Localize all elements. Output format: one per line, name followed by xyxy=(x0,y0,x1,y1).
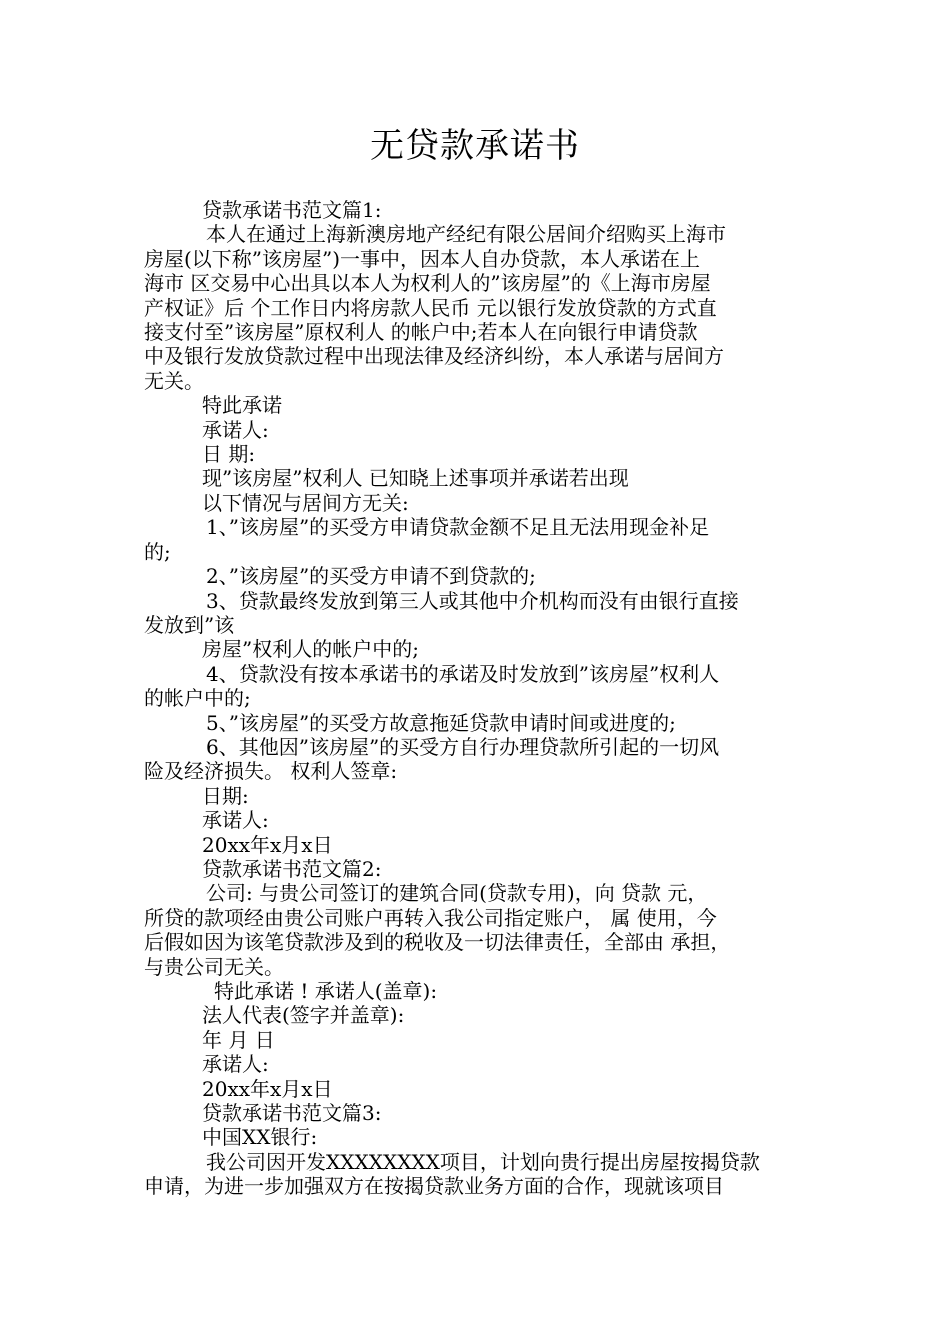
section-heading-1: 贷款承诺书范文篇1: xyxy=(202,198,382,222)
paragraph-line: 后假如因为该笔贷款涉及到的税收及一切法律责任，全部由 承担， xyxy=(144,930,731,955)
list-item-continued: 的; xyxy=(144,539,171,564)
paragraph-line: 与贵公司无关。 xyxy=(144,954,284,979)
list-item: 2、”该房屋”的买受方申请不到贷款的; xyxy=(206,564,536,589)
date-line: 日 期: xyxy=(202,442,256,467)
paragraph-line: 无关。 xyxy=(144,368,204,393)
paragraph-line: 公司: 与贵公司签订的建筑合同(贷款专用)，向 贷款 元， xyxy=(206,881,708,906)
paragraph-line: 本人在通过上海新澳房地产经纪有限公居间介绍购买上海市 xyxy=(206,222,726,247)
document-title: 无贷款承诺书 xyxy=(370,126,580,166)
list-item: 1、”该房屋”的买受方申请贷款金额不足且无法用现金补足 xyxy=(206,515,710,540)
signature-line: 特此承诺 ! 承诺人(盖章): xyxy=(214,979,438,1003)
paragraph-line: 所贷的款项经由贵公司账户再转入我公司指定账户， 属 使用，今 xyxy=(144,905,717,930)
paragraph-line: 以下情况与居间方无关: xyxy=(202,490,409,515)
section-heading-2: 贷款承诺书范文篇2: xyxy=(202,856,382,881)
paragraph-line: 产权证》后 个工作日内将房款人民币 元以银行发放贷款的方式直 xyxy=(144,295,717,320)
document-body xyxy=(144,198,810,1199)
paragraph-line: 房屋(以下称”该房屋”)一事中，因本人自办贷款，本人承诺在上 xyxy=(144,246,701,271)
list-item: 3、贷款最终发放到第三人或其他中介机构而没有由银行直接 xyxy=(206,588,739,613)
paragraph-line: 中及银行发放贷款过程中出现法律及经济纠纷，本人承诺与居间方 xyxy=(144,344,724,369)
date-line: 20xx年x月x日 xyxy=(202,832,333,857)
section-heading-3: 贷款承诺书范文篇3: xyxy=(202,1101,382,1126)
list-item: 5、”该房屋”的买受方故意拖延贷款申请时间或进度的; xyxy=(206,710,676,735)
date-line: 20xx年x月x日 xyxy=(202,1076,333,1101)
paragraph-line: 我公司因开发XXXXXXXX项目，计划向贵行提出房屋按揭贷款 xyxy=(206,1149,760,1174)
list-item-continued: 发放到”该 xyxy=(144,612,235,637)
paragraph-line: 特此承诺 xyxy=(202,393,282,418)
date-line: 日期: xyxy=(202,783,249,808)
paragraph-line: 接支付至”该房屋”原权利人 的帐户中;若本人在向银行申请贷款 xyxy=(144,320,698,345)
signature-line: 法人代表(签字并盖章): xyxy=(202,1003,405,1028)
signature-line: 承诺人: xyxy=(202,808,269,833)
signature-line: 承诺人: xyxy=(202,1052,269,1077)
paragraph-line: 海市 区交易中心出具以本人为权利人的”该房屋”的《上海市房屋 xyxy=(144,271,711,296)
list-item-continued: 的帐户中的; xyxy=(144,686,251,711)
addressee-line: 中国XX银行: xyxy=(202,1125,318,1150)
signature-line: 承诺人: xyxy=(202,417,269,442)
paragraph-line: 申请，为进一步加强双方在按揭贷款业务方面的合作，现就该项目 xyxy=(144,1174,724,1199)
date-line: 年 月 日 xyxy=(202,1027,275,1052)
list-item-continued: 房屋”权利人的帐户中的; xyxy=(202,637,419,662)
paragraph-line: 现”该房屋”权利人 已知晓上述事项并承诺若出现 xyxy=(202,466,629,491)
list-item: 4、贷款没有按本承诺书的承诺及时发放到”该房屋”权利人 xyxy=(206,661,720,686)
list-item: 6、其他因”该房屋”的买受方自行办理贷款所引起的一切风 xyxy=(206,734,720,759)
list-item-continued: 险及经济损失。 权利人签章: xyxy=(144,759,398,784)
